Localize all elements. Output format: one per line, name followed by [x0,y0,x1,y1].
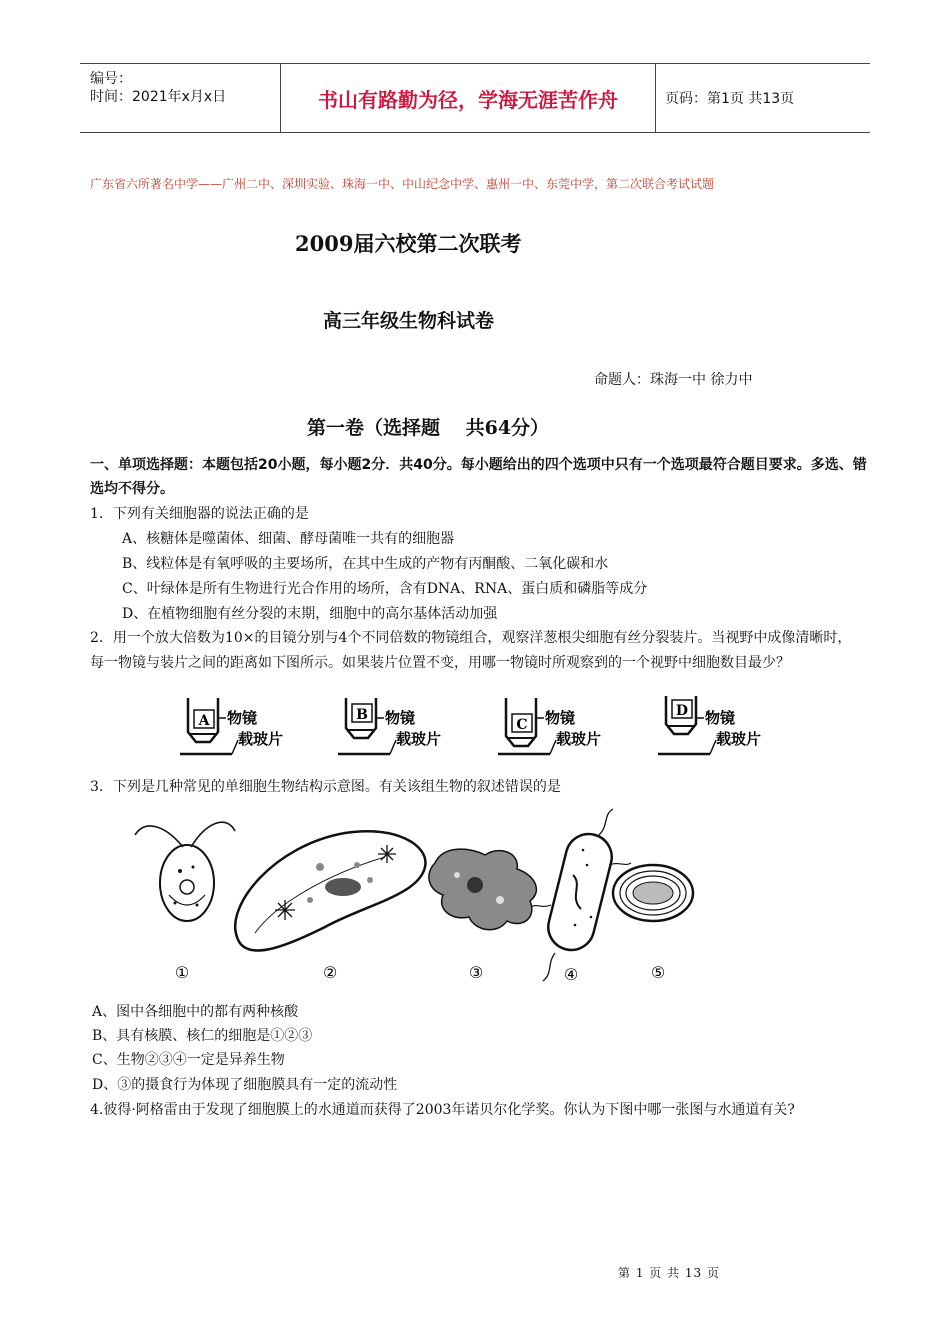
exam-title: 2009届六校第二次联考 [295,231,522,256]
objective-figure-b [338,696,458,762]
q3-option-c: C、生物②③④一定是异养生物 [92,1052,285,1068]
slide-label-d: 载玻片 [716,730,762,748]
figure-label-5: ⑤ [650,963,666,982]
amoeba-drawing [429,849,537,930]
q1-stem: 1．下列有关细胞器的说法正确的是 [90,506,309,522]
objective-figure-d [658,696,778,762]
header-left-cell [80,64,280,132]
section-instructions: 一、单项选择题：本题包括20小题，每小题2分．共40分。每小题给出的四个选项中只有一个选项最符合题目要求。多选、错选均不得分。 [90,457,867,497]
q1-option-d: D、在植物细胞有丝分裂的末期，细胞中的高尔基体活动加强 [122,606,498,622]
header-table [80,63,870,133]
lens-label-a: 物镜 [227,709,258,727]
q1-option-b: B、线粒体是有氧呼吸的主要场所，在其中生成的产物有丙酮酸、二氧化碳和水 [122,556,609,572]
source-line: 广东省六所著名中学——广州二中、深圳实验、珠海一中、中山纪念中学、惠州一中、东莞中学，第二次联合考试试题 [90,177,715,191]
q3-option-b: B、具有核膜、核仁的细胞是①②③ [92,1028,313,1044]
part-title: 第一卷（选择题 共64分） [307,417,550,439]
paramecium-drawing [235,831,425,950]
exam-subtitle: 高三年级生物科试卷 [323,310,495,332]
lens-label-c: 物镜 [545,709,576,727]
q3-option-a: A、图中各细胞中的都有两种核酸 [92,1004,299,1020]
cell-figure [125,805,705,990]
page-code: 页码：第1页 共13页 [665,91,795,107]
figure-label-1: ① [174,963,190,982]
scope-letter-d: D [675,703,689,719]
author-line: 命题人：珠海一中 徐力中 [594,372,753,388]
q1-option-a: A、核糖体是噬菌体、细菌、酵母菌唯一共有的细胞器 [122,531,455,547]
motto: 书山有路勤为径，学海无涯苦作舟 [280,64,656,132]
figure-label-2: ② [322,963,338,982]
slide-label-a: 载玻片 [238,730,284,748]
objective-figure-c [498,696,618,762]
scope-letter-a: A [198,713,210,729]
scope-letter-c: C [516,717,528,733]
cyanobacterium-drawing [613,865,693,921]
time-label: 时间：2021年x月x日 [90,89,227,105]
q3-option-d: D、③的摄食行为体现了细胞膜具有一定的流动性 [92,1077,398,1093]
q4-stem: 4.彼得·阿格雷由于发现了细胞膜上的水通道而获得了2003年诺贝尔化学奖。你认为下图中哪一张图与水通道有关? [90,1102,795,1118]
lens-label-b: 物镜 [385,709,416,727]
chlamydomonas-drawing [135,822,235,921]
page-footer: 第 1 页 共 13 页 [618,1266,720,1280]
objective-figure-a [180,696,300,762]
q1-option-c: C、叶绿体是所有生物进行光合作用的场所，含有DNA、RNA、蛋白质和磷脂等成分 [122,581,648,597]
q2-stem: 2．用一个放大倍数为10×的目镜分别与4个不同倍数的物镜组合，观察洋葱根尖细胞有丝分裂装片。当视野中成像清晰时，每一物镜与装片之间的距离如下图所示。如果装片位置不变，用哪一物镜时所观察到的一个视野中细胞数目最少？ [90,630,852,671]
slide-label-c: 载玻片 [556,730,602,748]
slide-label-b: 载玻片 [396,730,442,748]
figure-label-3: ③ [468,963,484,982]
figure-label-4: ④ [563,965,579,984]
scope-letter-b: B [356,707,368,723]
q3-stem: 3．下列是几种常见的单细胞生物结构示意图。有关该组生物的叙述错误的是 [90,779,561,795]
lens-label-d: 物镜 [705,709,736,727]
serial-label: 编号： [90,71,132,87]
